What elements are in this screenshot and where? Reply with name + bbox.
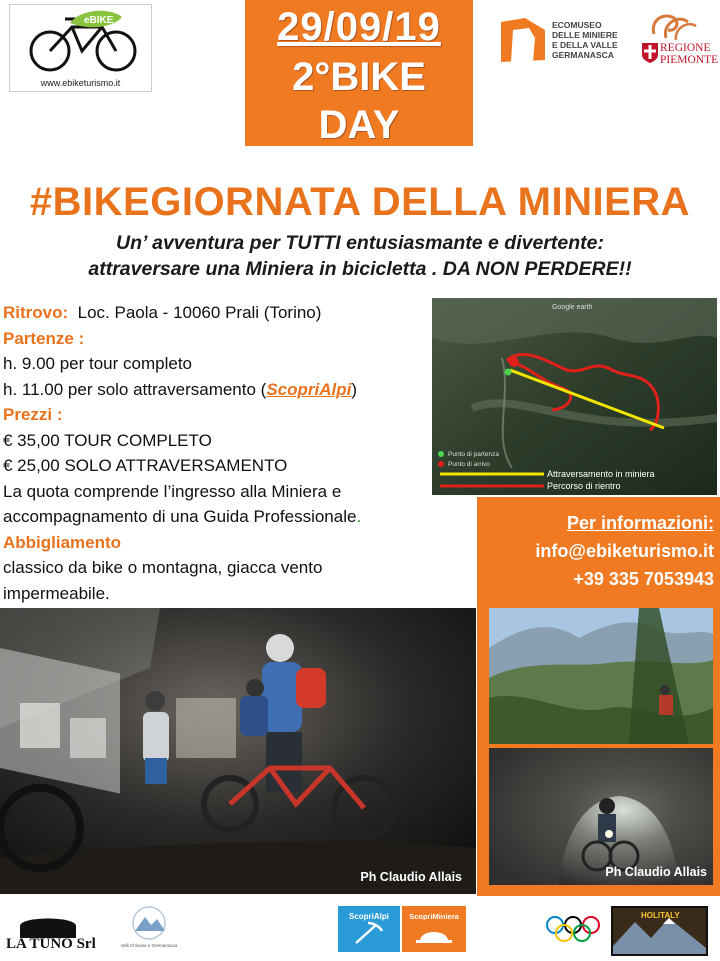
holitaly-text: HOLITALY [641, 911, 680, 920]
mountain-valley-image [489, 608, 713, 744]
legend-return: Percorso di rientro [547, 481, 621, 491]
holitaly-logo [611, 906, 708, 956]
regione-line1: REGIONE [660, 42, 711, 54]
satellite-map-image [432, 298, 717, 495]
partenza-1: h. 9.00 per tour completo [3, 354, 193, 373]
legend-mine: Attraversamento in miniera [547, 469, 655, 479]
event-info: Ritrovo: Loc. Paola - 10060 Prali (Torino) Partenze : h. 9.00 per tour completo h. 11.00 per solo attraversamento (ScopriAlpi) Prezzi : € 35,00 TOUR COMPLETO € 25,00 SOLO ATTRAVERSAMENTO La quota comprende l’ingresso alla Miniera e accompagnamento di una Guida Professionale. Abbigliamento classico da bike o montagna, giacca vento impermeabile. [3, 300, 423, 606]
valli-text: Valli Chisone e Germanasca [120, 943, 178, 948]
quota-line2: accompagnamento di una Guida Professionale [3, 507, 357, 526]
regione-piemonte-logo [640, 8, 718, 70]
la-tuno-name: LA TUNO Srl [6, 936, 96, 952]
page-subtitle [0, 230, 720, 282]
ecomuseo-line4: GERMANASCA [552, 50, 614, 60]
holitaly-badge-icon [611, 906, 708, 956]
pickaxe-icon [338, 921, 400, 947]
photo-credit-main: Ph Claudio Allais [360, 870, 462, 884]
piemonte-shield-icon [642, 43, 658, 63]
subtitle-line2: attraversare una Miniera in bicicletta . DA NON PERDERE!! [88, 258, 632, 280]
mountain-photo [489, 608, 713, 744]
contact-heading: Per informazioni: [566, 513, 714, 533]
ebike-url: www.ebiketurismo.it [40, 78, 121, 88]
prezzo-1: € 35,00 TOUR COMPLETO [3, 430, 212, 450]
abbigliamento-line2: impermeabile. [3, 583, 110, 603]
valli-mountain-icon [115, 905, 183, 945]
prezzo-2: € 25,00 SOLO ATTRAVERSAMENTO [3, 456, 288, 475]
helmet-icon [402, 921, 466, 947]
piemonte-swirl-icon [640, 8, 718, 42]
abbigliamento-line1: classico da bike o montagna, giacca vento [3, 558, 323, 577]
ritrovo-label: Ritrovo: [3, 303, 69, 322]
ecomuseo-line1: ECOMUSEO [552, 20, 602, 30]
abbigliamento-label: Abbigliamento [3, 532, 122, 552]
legend-end: Punto di arrivo [448, 461, 490, 468]
ecomuseo-line3: E DELLA VALLE [552, 40, 618, 50]
quota-line1: La quota comprende l’ingresso alla Miniera e [3, 481, 342, 501]
event-name-line2: DAY [318, 103, 400, 147]
ecomuseo-line2: DELLE MINIERE [552, 30, 618, 40]
svg-text:eBIKE: eBIKE [84, 15, 114, 26]
start-point-marker [505, 369, 512, 376]
mine-tunnel-photo [0, 608, 476, 894]
la-tuno-arch-icon [18, 912, 78, 938]
ebike-logo [9, 4, 152, 92]
legend-start-dot [438, 451, 444, 457]
event-name-line1: 2°BIKE [292, 55, 426, 99]
subtitle-line1: Un’ avventura per TUTTI entusiasmante e divertente: [116, 232, 604, 254]
olympic-rings-logo [544, 914, 602, 944]
legend-start: Punto di partenza [448, 451, 499, 458]
scoprialpi-link[interactable]: ScopriAlpi [266, 379, 352, 399]
page-title: #BIKEGIORNATA DELLA MINIERA [29, 180, 691, 224]
partenze-label: Partenze : [3, 328, 85, 348]
regione-line2: PIEMONTE [660, 54, 719, 66]
bicycle-icon [10, 5, 151, 77]
ecomuseo-logo [497, 16, 637, 66]
cyclists-in-mine-image [0, 608, 476, 894]
event-date: 29/09/19 [277, 5, 441, 49]
event-date-box [245, 0, 473, 146]
partenza-2: h. 11.00 per solo attraversamento ( [3, 379, 267, 399]
olympic-rings-icon [544, 914, 602, 944]
scopri-logo [338, 906, 466, 952]
prezzi-label: Prezzi : [3, 405, 63, 424]
ritrovo-value: Loc. Paola - 10060 Prali (Torino) [77, 303, 322, 322]
contact-phone[interactable]: +39 335 7053943 [573, 569, 714, 589]
arrival-point-marker [509, 357, 519, 367]
legend-end-dot [438, 461, 444, 467]
contact-email[interactable]: info@ebiketurismo.it [535, 541, 714, 561]
photo-credit-side: Ph Claudio Allais [605, 865, 707, 879]
route-map [432, 298, 717, 495]
valli-logo [115, 905, 183, 960]
scopriminiera-label: ScopriMiniera [409, 912, 459, 921]
la-tuno-logo [6, 912, 106, 958]
map-brand: Google earth [552, 304, 593, 311]
contact-panel [477, 497, 720, 606]
tunnel-photo [489, 748, 713, 885]
ecomuseo-mark-icon [497, 16, 549, 66]
scoprialpi-label: ScopriAlpi [348, 912, 389, 921]
